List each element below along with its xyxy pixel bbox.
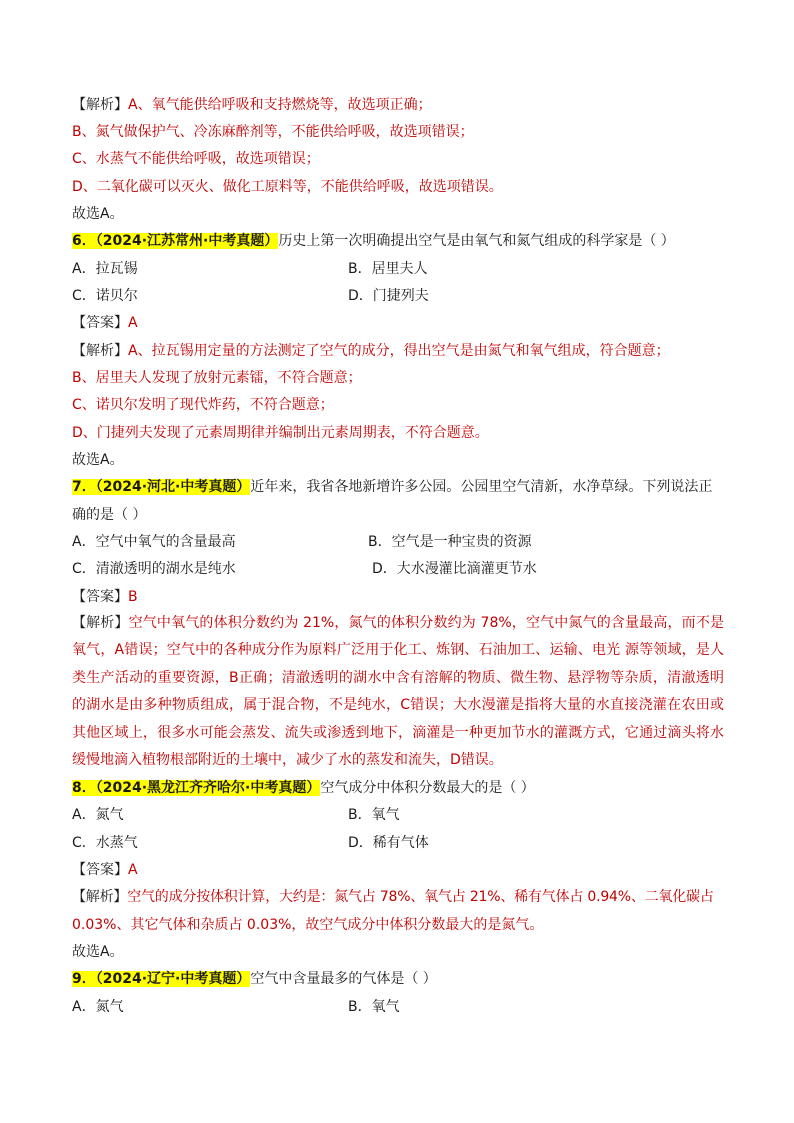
q6-option-a: A．拉瓦锡 <box>72 261 138 277</box>
prev-analysis-line-a: 【解析】A、氧气能供给呼吸和支持燃烧等，故选项正确； <box>72 97 432 113</box>
q8-answer: 【答案】A <box>72 862 138 878</box>
question-number: 9． <box>72 971 96 987</box>
q8-option-d: D．稀有气体 <box>348 835 429 851</box>
q8-option-c: C．水蒸气 <box>72 835 138 851</box>
q8-option-b: B．氧气 <box>348 807 400 823</box>
q8-option-a: A．氮气 <box>72 807 124 823</box>
q9-option-b: B．氧气 <box>348 999 400 1015</box>
question-number: 6． <box>72 233 96 249</box>
q9-option-a: A．氮气 <box>72 999 124 1015</box>
question-7-stem-line-2: 确的是（ ） <box>72 507 147 523</box>
question-6-stem: 6．（2024·江苏常州·中考真题）历史上第一次明确提出空气是由氧气和氮气组成的科学家是（ ） <box>72 233 675 249</box>
analysis-tag: 【解析】 <box>72 343 128 359</box>
q6-choose: 故选A。 <box>72 452 124 468</box>
question-9-stem: 9．（2024·辽宁·中考真题）空气中含量最多的气体是（ ） <box>72 971 437 987</box>
question-number: 7． <box>72 479 96 495</box>
q6-option-b: B．居里夫人 <box>348 261 428 277</box>
question-source: （2024·辽宁·中考真题） <box>95 971 251 987</box>
q6-option-d: D．门捷列夫 <box>348 288 429 304</box>
question-source: （2024·河北·中考真题） <box>95 479 251 495</box>
prev-analysis-line-c: C、水蒸气不能供给呼吸，故选项错误； <box>72 151 320 167</box>
question-number: 8． <box>72 780 96 796</box>
analysis-tag: 【解析】 <box>72 615 129 631</box>
question-source: （2024·江苏常州·中考真题） <box>95 233 279 249</box>
q7-answer: 【答案】B <box>72 589 138 605</box>
q8-analysis-line-2: 0.03%、其它气体和杂质占 0.03%，故空气成分中体积分数最大的是氮气。 <box>72 917 544 933</box>
q7-option-d: D．大水漫灌比滴灌更节水 <box>372 561 537 577</box>
question-8-stem: 8．（2024·黑龙江齐齐哈尔·中考真题）空气成分中体积分数最大的是（ ） <box>72 780 535 796</box>
q8-analysis-line-1: 【解析】空气的成分按体积计算，大约是：氮气占 78%、氧气占 21%、稀有气体占 0.94%、二氧化碳占 <box>72 889 714 905</box>
q7-option-a: A．空气中氧气的含量最高 <box>72 534 236 550</box>
q7-analysis: 【解析】空气中氧气的体积分数约为 21%，氮气的体积分数约为 78%，空气中氮气的含量最高，而不是氧气，A错误；空气中的各种成分作为原料广泛用于化工、炼钢、石油加工、运输、电光 源等领域，是人类生产活动的重要资源，B正确；清澈透明的湖水中含有溶解的物质、微生物、悬浮物等杂质，清澈透明的湖水是由多种物质组成，属于混合物，不是纯水，C错误；大水漫灌是指将大量的水直接浇灌在农田或其他区域上，很多水可能会蒸发、流失或渗透到地下，滴灌是一种更加节水的灌溉方式，它通过滴头将水缓慢地滴入植物根部附近的土壤中，减少了水的蒸发和流失，D错误。 <box>72 615 724 769</box>
prev-analysis-line-b: B、氮气做保护气、冷冻麻醉剂等，不能供给呼吸，故选项错误； <box>72 124 474 140</box>
q6-answer: 【答案】A <box>72 315 138 331</box>
prev-choose: 故选A。 <box>72 206 124 222</box>
q6-analysis-c: C、诺贝尔发明了现代炸药，不符合题意； <box>72 397 334 413</box>
question-7-stem-line-1: 7．（2024·河北·中考真题）近年来，我省各地新增许多公园。公园里空气清新，水净草绿。下列说法正 <box>72 479 713 495</box>
q7-option-b: B．空气是一种宝贵的资源 <box>368 534 532 550</box>
q6-analysis-b: B、居里夫人发现了放射元素镭，不符合题意； <box>72 370 362 386</box>
analysis-tag: 【解析】 <box>72 889 128 905</box>
q7-option-c: C．清澈透明的湖水是纯水 <box>72 561 236 577</box>
q6-option-c: C．诺贝尔 <box>72 288 138 304</box>
q8-choose: 故选A。 <box>72 944 124 960</box>
q6-analysis-a: 【解析】A、拉瓦锡用定量的方法测定了空气的成分，得出空气是由氮气和氧气组成，符合题意； <box>72 343 670 359</box>
prev-analysis-line-d: D、二氧化碳可以灭火、做化工原料等，不能供给呼吸，故选项错误。 <box>72 179 503 195</box>
analysis-tag: 【解析】 <box>72 97 128 113</box>
question-source: （2024·黑龙江齐齐哈尔·中考真题） <box>95 780 321 796</box>
q6-analysis-d: D、门捷列夫发现了元素周期律并编制出元素周期表，不符合题意。 <box>72 425 489 441</box>
